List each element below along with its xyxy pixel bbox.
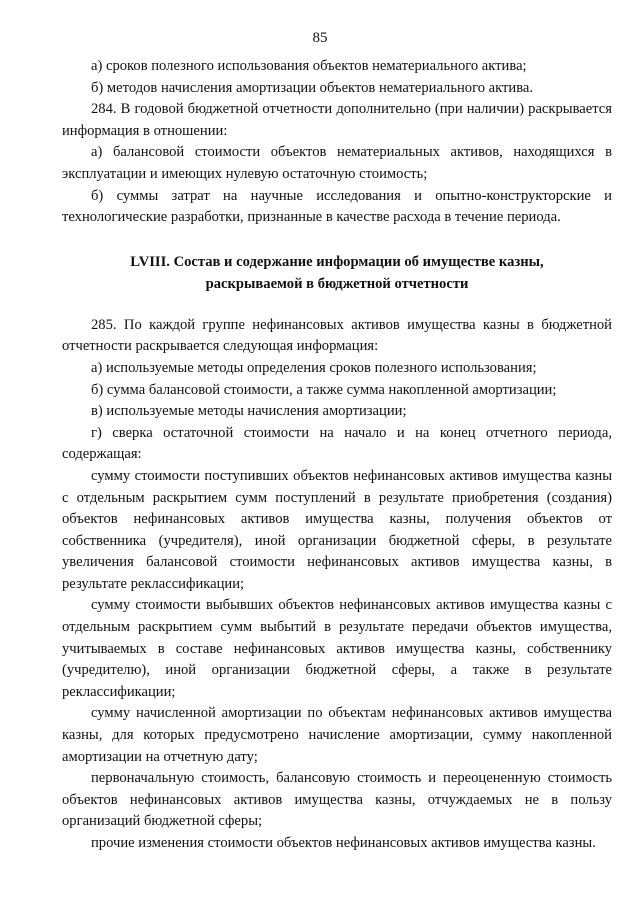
paragraph: в) используемые методы начисления амортизации; bbox=[91, 403, 407, 420]
paragraph: прочие изменения стоимости объектов нефинансовых активов имущества казны. bbox=[91, 835, 596, 851]
section-heading: LVIII. Состав и содержание информации об имуществе казны, раскрываемой в бюджетной отчетности bbox=[130, 253, 544, 292]
paragraph: сумму стоимости выбывших объектов нефинансовых активов имущества казны с отдельным раскрытием сумм выбытий в результате передачи объектов имущества, учитываемых в составе нефинансовых активов имущества казны, собственнику (учредителю), иной организации бюджетной сферы, а также в результате реклассификации; bbox=[62, 597, 612, 700]
paragraph: а) используемые методы определения сроков полезного использования; bbox=[91, 359, 537, 376]
paragraph: б) сумма балансовой стоимости, а также сумма накопленной амортизации; bbox=[91, 381, 557, 398]
paragraph: а) сроков полезного использования объектов нематериального актива; bbox=[91, 58, 527, 74]
paragraph: а) балансовой стоимости объектов нематериальных активов, находящихся в эксплуатации и имеющих нулевую остаточную стоимость; bbox=[62, 144, 612, 182]
paragraph: г) сверка остаточной стоимости на начало и на конец отчетного периода, содержащая: bbox=[62, 424, 612, 463]
page-number: 85 bbox=[312, 30, 328, 46]
paragraph: 285. По каждой группе нефинансовых активов имущества казны в бюджетной отчетности раскрывается следующая информация: bbox=[62, 316, 612, 355]
paragraph: сумму стоимости поступивших объектов нефинансовых активов имущества казны с отдельным раскрытием сумм поступлений в результате приобретения (создания) объектов нефинансовых активов имущества казны, получения объектов от собственника (учредителя), иной организации бюджетной сферы, в результате увеличения балансовой стоимости нефинансовых активов имущества казны, в результате реклассификации; bbox=[62, 467, 612, 592]
paragraph: 284. В годовой бюджетной отчетности дополнительно (при наличии) раскрывается информация в отношении: bbox=[62, 101, 612, 139]
paragraph: сумму начисленной амортизации по объектам нефинансовых активов имущества казны, для которых предусмотрено начисление амортизации, сумму накопленной амортизации на отчетную дату; bbox=[62, 705, 612, 765]
paragraph: б) суммы затрат на научные исследования и опытно-конструкторские и технологические разработки, признанные в качестве расхода в течение периода. bbox=[62, 187, 612, 226]
paragraph: б) методов начисления амортизации объектов нематериального актива. bbox=[91, 79, 534, 96]
document-body bbox=[62, 56, 612, 855]
paragraph: первоначальную стоимость, балансовую стоимость и переоцененную стоимость объектов нефинансовых активов имущества казны, отчуждаемых не в пользу организаций бюджетной сферы; bbox=[62, 770, 612, 830]
